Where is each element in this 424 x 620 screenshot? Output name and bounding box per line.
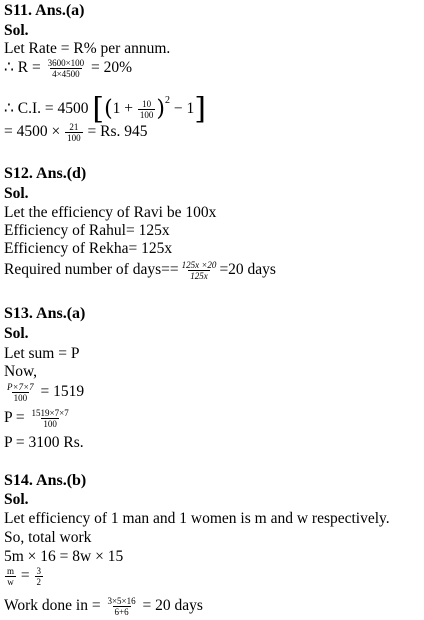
s11-calc-denominator: 100 [67, 133, 81, 143]
s14-wd-numerator: 3×5×16 [107, 596, 136, 606]
s11-ci-numerator: 10 [142, 98, 152, 109]
s13-eq1-denominator: 100 [13, 393, 28, 403]
s14-mw-fraction [5, 566, 16, 587]
s13-eq1-fraction [5, 382, 36, 403]
s12-required-days [4, 260, 276, 281]
s14-mw-equals: = [20, 567, 30, 585]
s13-sol-label: Sol. [4, 325, 29, 342]
s14-wd-prefix: Work done in = [4, 597, 101, 615]
s14-ratio-denominator: 2 [36, 577, 42, 587]
s14-ratio [4, 566, 44, 587]
s12-line-rahul: Efficiency of Rahul= 125x [4, 222, 170, 239]
s14-wd-fraction [105, 596, 137, 617]
s11-line-rate: Let Rate = R% per annum. [4, 40, 171, 57]
s11-calc-fraction [65, 122, 83, 143]
s12-req-prefix: Required number of days== [4, 261, 179, 279]
s14-ratio-fraction [35, 566, 44, 587]
s14-mw-denominator: w [7, 577, 14, 587]
s12-req-suffix: =20 days [219, 261, 276, 279]
s11-r-fraction [46, 58, 87, 79]
s13-heading: S13. Ans.(a) [4, 305, 86, 322]
s11-open-bracket: [ [92, 91, 105, 127]
s11-calc-prefix: = 4500 × [4, 123, 61, 141]
s14-wd-denominator: 6+6 [114, 607, 129, 617]
s14-mw-numerator: m [7, 566, 15, 576]
s14-line-efficiency: Let efficiency of 1 man and 1 women is m and w respectively. [4, 510, 390, 527]
s11-r-numerator: 3600×100 [47, 58, 85, 68]
s13-eq1-numerator: P×7×7 [7, 382, 34, 392]
s12-req-denominator: 125x [190, 271, 208, 281]
s13-eq2-prefix: P = [4, 409, 25, 427]
s12-line-rekha: Efficiency of Rekha= 125x [4, 240, 173, 257]
s11-calc-equation [4, 122, 147, 143]
s11-r-prefix: ∴ R = [4, 59, 41, 77]
s11-ci-denominator: 100 [139, 109, 154, 120]
s12-sol-label: Sol. [4, 185, 29, 202]
s11-ci-exponent: 2 [165, 95, 171, 106]
s11-ci-fraction [138, 99, 156, 120]
s13-eq1 [4, 382, 84, 403]
s11-calc-suffix: = Rs. 945 [87, 123, 148, 141]
s11-close-paren: ) [156, 96, 166, 122]
s14-line-equation: 5m × 16 = 8w × 15 [4, 548, 124, 565]
s13-eq2 [4, 408, 72, 429]
s11-ci-equation [4, 91, 206, 127]
s14-line-total-work: So, total work [4, 529, 92, 546]
s11-ci-prefix: ∴ C.I. = 4500 [4, 100, 89, 117]
s14-work-done [4, 596, 203, 617]
s13-line-now: Now, [4, 363, 38, 380]
s14-heading: S14. Ans.(b) [4, 472, 87, 489]
s13-eq2-fraction [30, 408, 71, 429]
s13-eq2-denominator: 100 [43, 419, 57, 429]
s11-r-denominator: 4×4500 [52, 69, 80, 79]
s12-line-ravi: Let the efficiency of Ravi be 100x [4, 204, 217, 221]
s11-sol-label: Sol. [4, 22, 29, 39]
s13-eq1-suffix: = 1519 [40, 383, 85, 401]
s11-calc-numerator: 21 [69, 122, 79, 132]
s14-ratio-numerator: 3 [36, 566, 42, 576]
s14-sol-label: Sol. [4, 491, 29, 508]
s11-close-bracket: ] [194, 91, 206, 127]
s12-req-fraction [180, 260, 219, 281]
s13-eq2-numerator: 1519×7×7 [31, 408, 69, 418]
s11-r-equation [4, 58, 132, 79]
s13-line-result: P = 3100 Rs. [4, 434, 84, 451]
s13-line-sum: Let sum = P [4, 345, 80, 362]
s11-r-suffix: = 20% [91, 59, 133, 77]
s12-heading: S12. Ans.(d) [4, 165, 87, 182]
s11-ci-minus: − 1 [173, 100, 195, 117]
s11-heading: S11. Ans.(a) [4, 2, 85, 19]
s12-req-numerator: 125x ×20 [181, 260, 217, 270]
s11-open-paren: ( [104, 96, 113, 122]
s14-wd-suffix: = 20 days [142, 597, 203, 615]
s11-ci-one: 1 + [112, 100, 134, 117]
